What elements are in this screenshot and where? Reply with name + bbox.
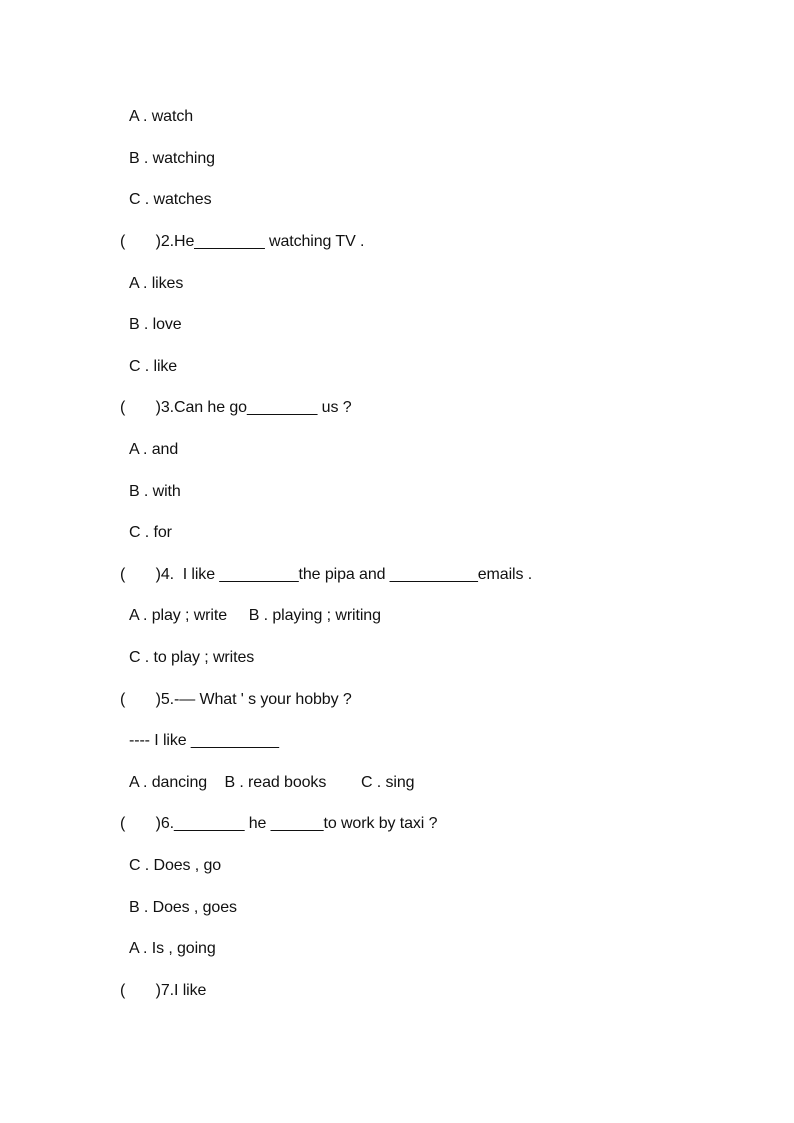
option-line: A . and [129,441,179,458]
option-line: B . watching [129,150,215,167]
answer-line: ---- I like __________ [129,732,279,749]
option-line: A . play ; write B . playing ; writing [129,607,381,624]
option-line: B . Does , goes [129,899,237,916]
option-line: A . dancing B . read books C . sing [129,774,415,791]
option-line: A . watch [129,108,194,125]
option-line: B . love [129,316,182,333]
option-line: B . with [129,483,181,500]
question-line: ( )5.-— What ' s your hobby ? [120,691,352,708]
question-line: ( )2.He________ watching TV . [120,233,365,250]
question-line: ( )3.Can he go________ us ? [120,399,352,416]
question-line: ( )4. I like _________the pipa and __________emails . [120,566,533,583]
question-line: ( )7.I like [120,982,207,999]
option-line: C . to play ; writes [129,649,255,666]
option-line: C . Does , go [129,857,222,874]
question-line: ( )6.________ he ______to work by taxi ? [120,815,438,832]
option-line: C . like [129,358,178,375]
option-line: C . for [129,524,172,541]
option-line: C . watches [129,191,212,208]
option-line: A . likes [129,275,184,292]
option-line: A . Is , going [129,940,216,957]
